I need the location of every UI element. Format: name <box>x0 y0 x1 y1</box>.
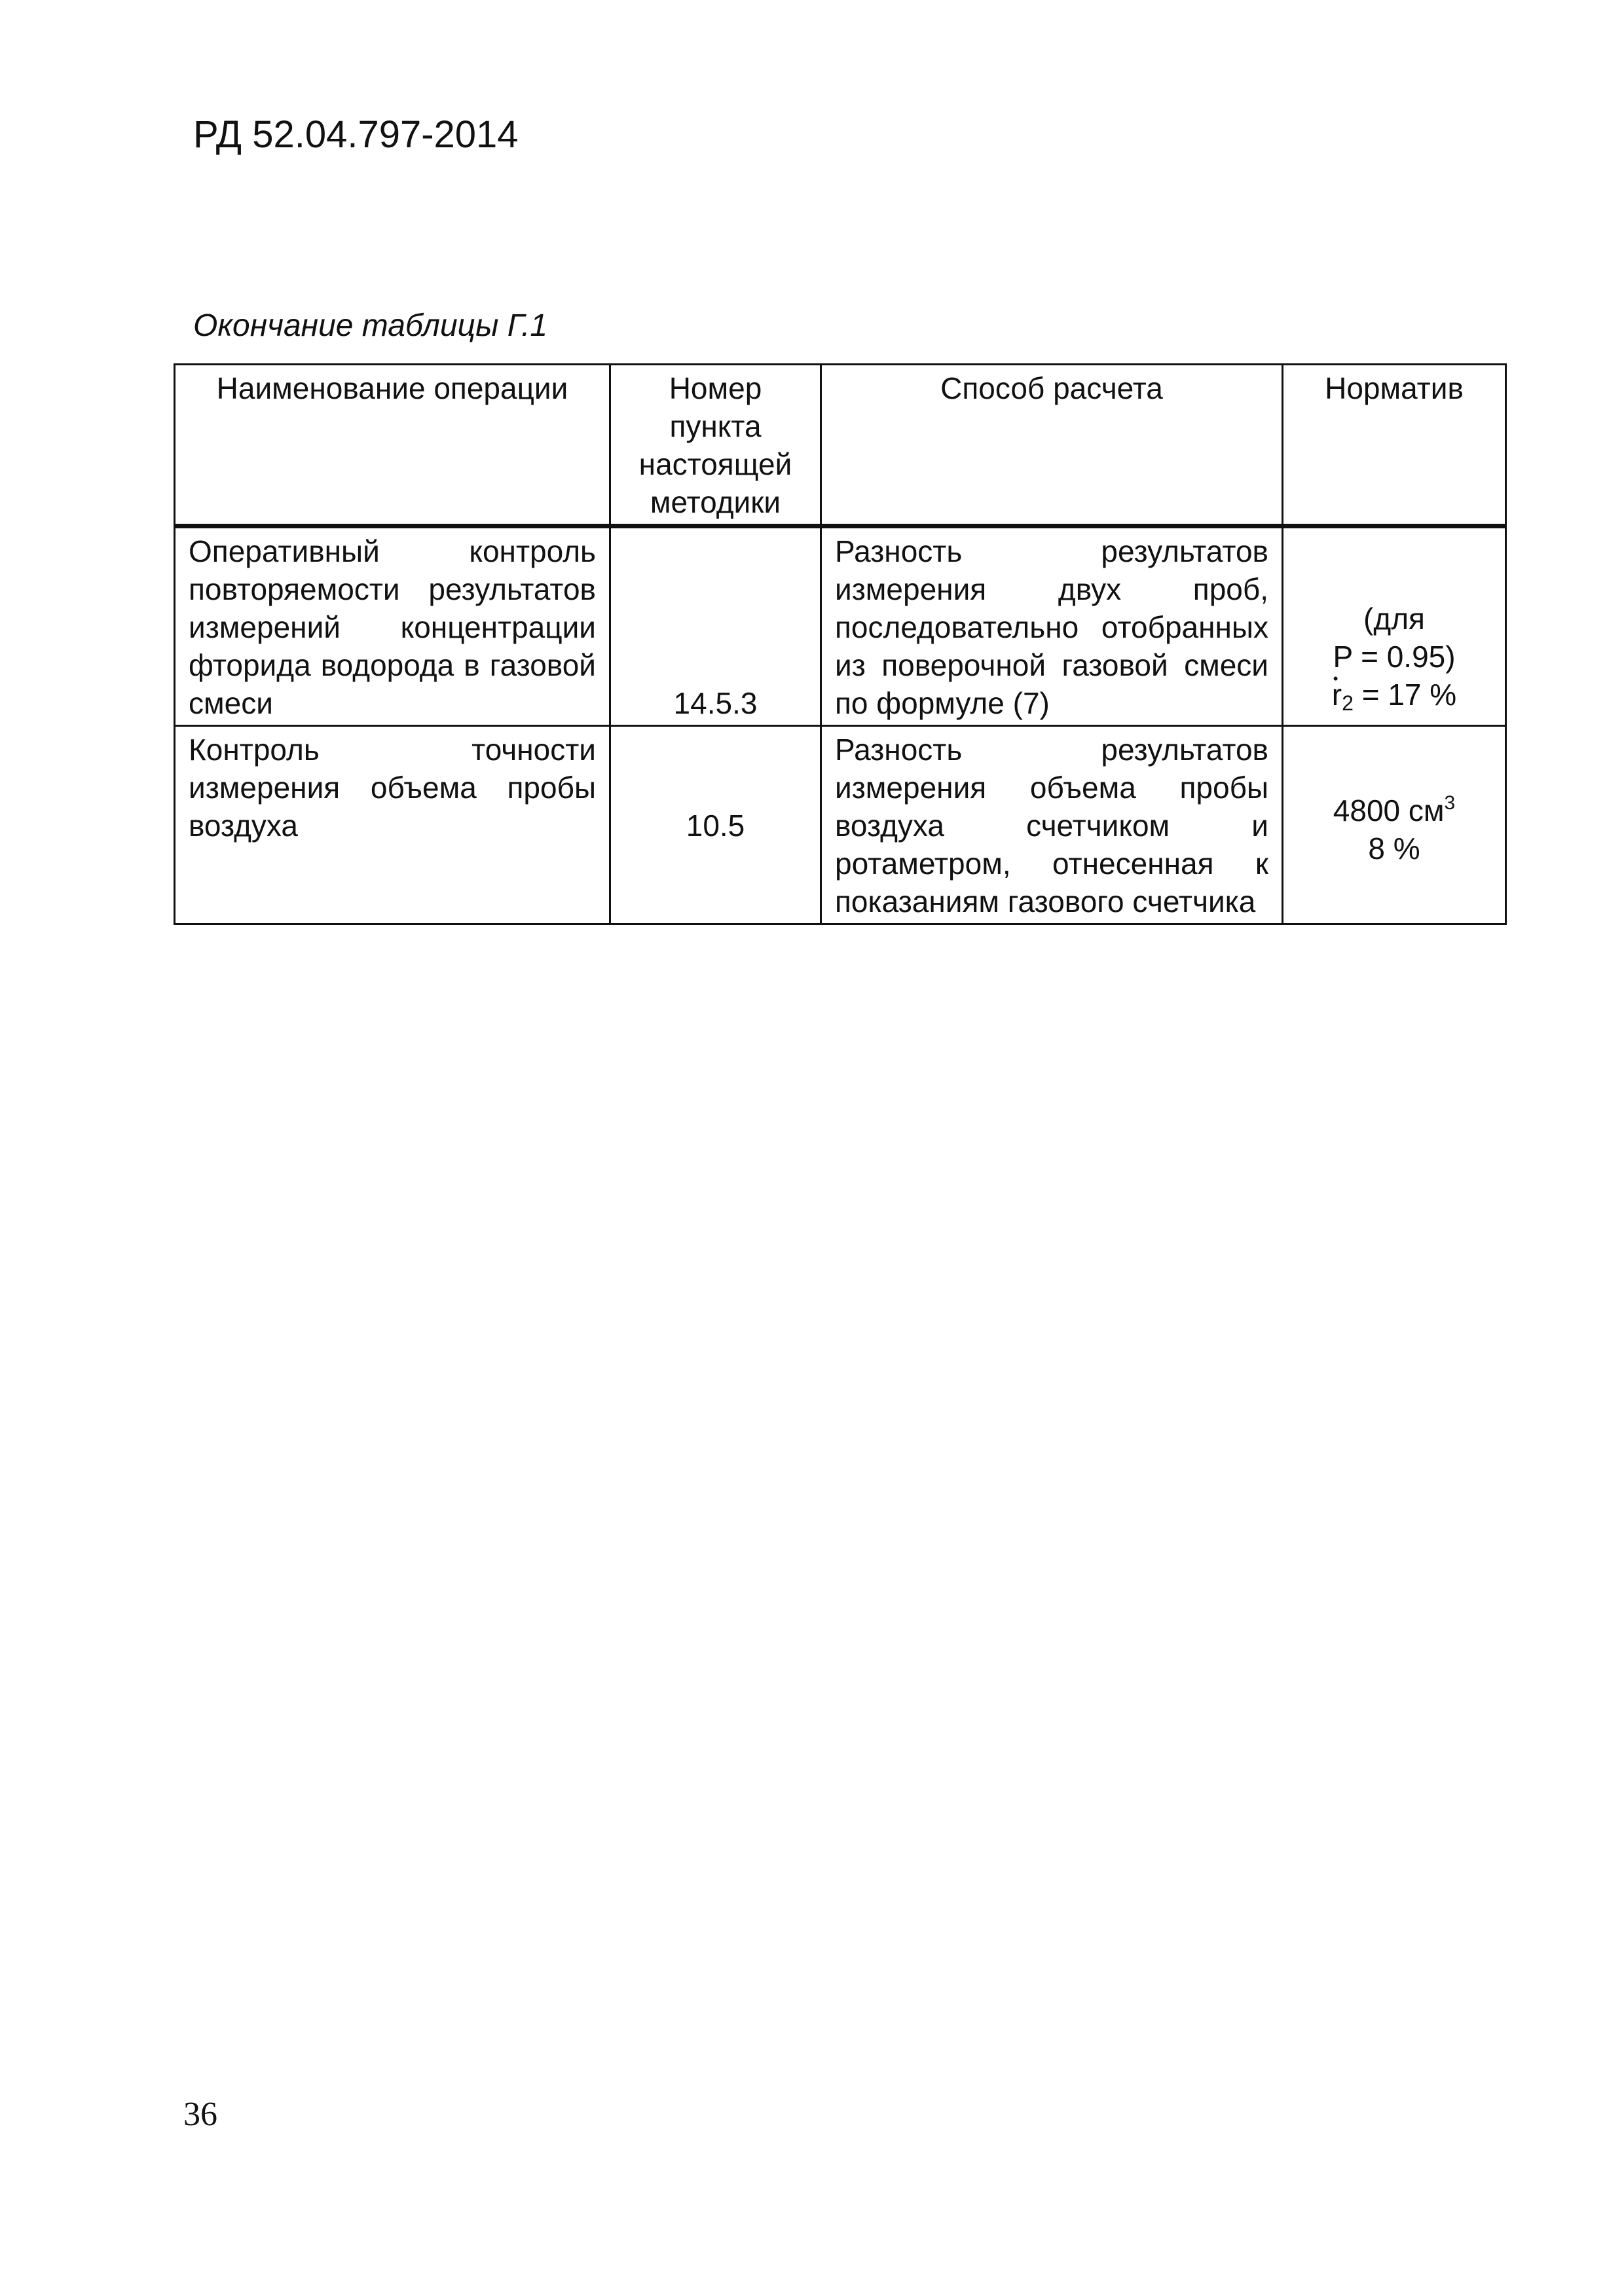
norms-table <box>174 363 1507 925</box>
column-header-norm: Норматив <box>1283 365 1506 526</box>
norm-subscript: 2 <box>1342 691 1354 715</box>
table-row <box>175 726 1506 924</box>
norm-symbol: • r <box>1332 676 1342 714</box>
cell-operation-name: Оперативный контроль повторяемости результатов измерений концентрации фторида водорода в газовой смеси <box>175 526 610 726</box>
page-number: 36 <box>183 2096 217 2133</box>
cell-calculation-method: Разность результатов измерения двух проб, последовательно отобранных из поверочной газовой смеси по формуле (7) <box>821 526 1283 726</box>
column-header-clause: Номер пункта настоящей методики <box>610 365 821 526</box>
table-caption: Окончание таблицы Г.1 <box>193 308 548 343</box>
norm-condition-line1: (для <box>1363 602 1425 636</box>
cell-norm <box>1283 726 1506 924</box>
column-header-operation: Наименование операции <box>175 365 610 526</box>
cell-clause-number: 10.5 <box>610 726 821 924</box>
cell-norm <box>1283 526 1506 726</box>
norm-value: = 17 % <box>1353 678 1457 712</box>
cell-clause-number: 14.5.3 <box>610 526 821 726</box>
column-header-method: Способ расчета <box>821 365 1283 526</box>
norm-condition-line2: P = 0.95) <box>1333 640 1456 674</box>
table-row <box>175 526 1506 726</box>
cell-calculation-method: Разность результатов измерения объема пробы воздуха счетчиком и ротаметром, отнесенная к показаниям газового счетчика <box>821 726 1283 924</box>
norm-volume-exponent: 3 <box>1444 792 1456 814</box>
cell-operation-name: Контроль точности измерения объема пробы воздуха <box>175 726 610 924</box>
table-header-row <box>175 365 1506 526</box>
norm-percent: 8 % <box>1368 831 1420 866</box>
norm-volume <box>1297 784 1492 829</box>
norm-volume-value: 4800 см <box>1333 793 1445 828</box>
norm-repeatability-value <box>1297 676 1492 722</box>
document-id: РД 52.04.797-2014 <box>193 113 519 156</box>
